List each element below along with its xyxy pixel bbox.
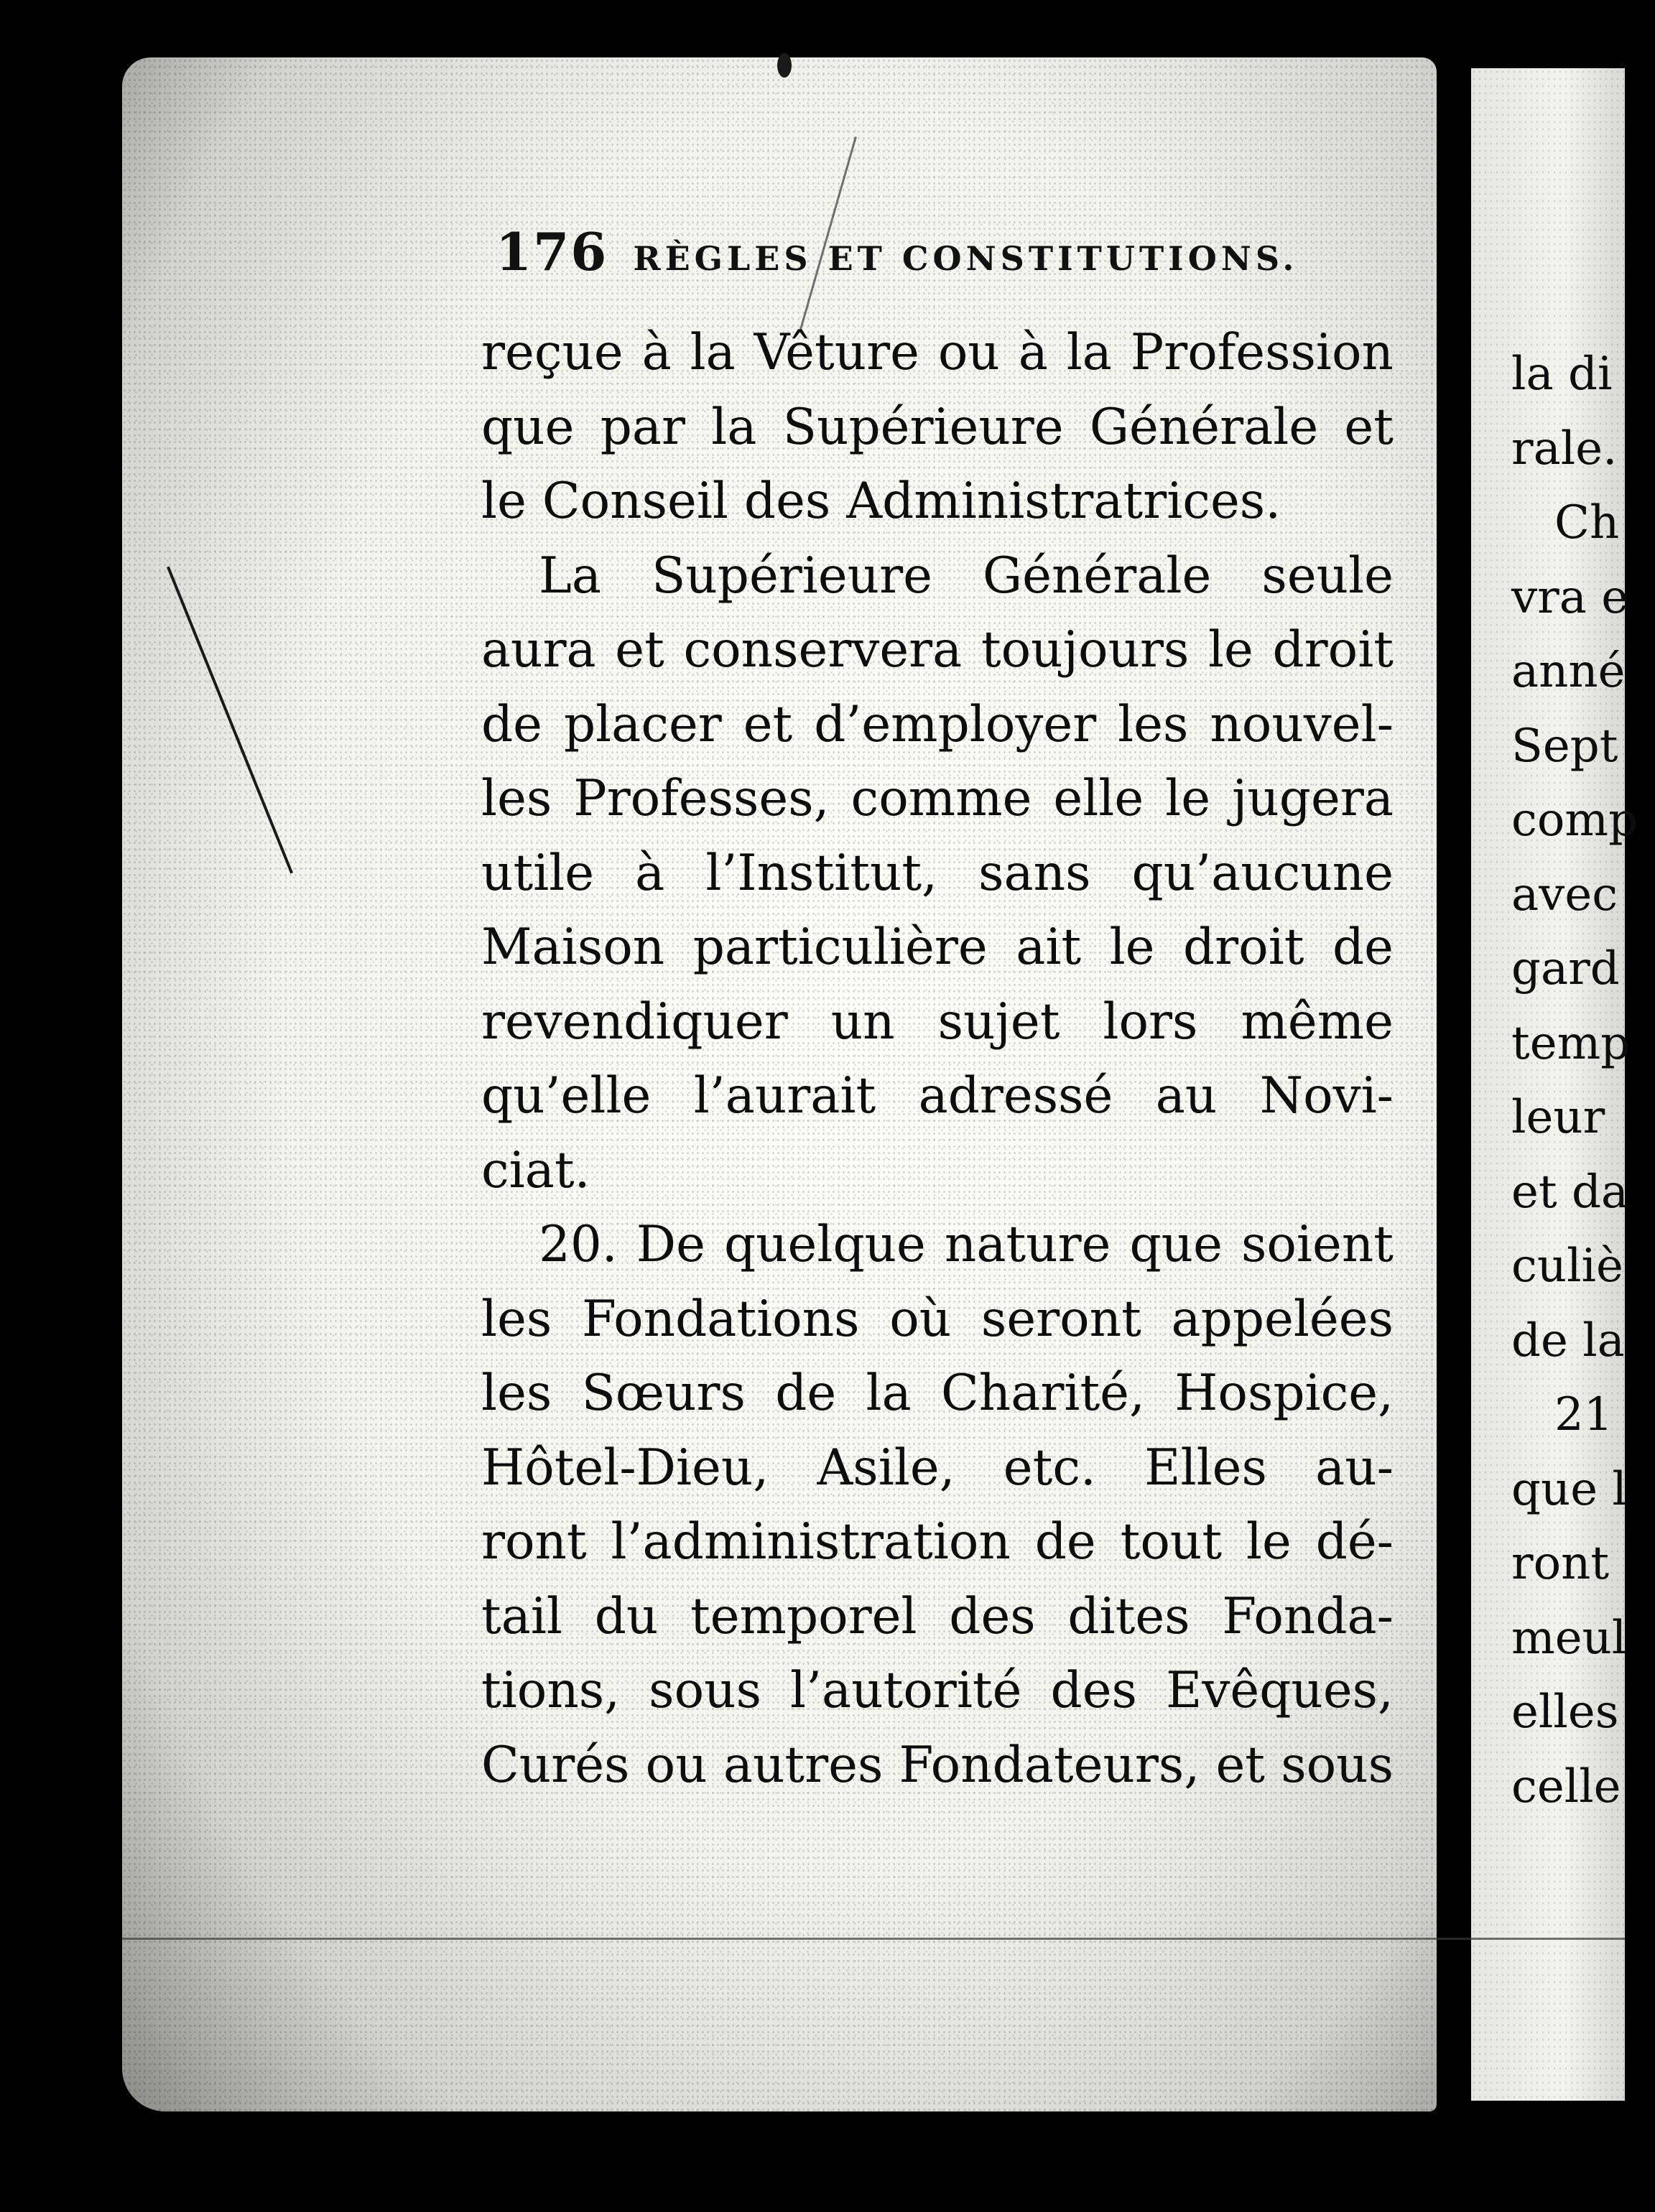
text-line: revendiquer un sujet lors même [481,993,1394,1051]
text-line: les Professes, comme elle le jugera [481,770,1394,827]
text-line-fragment: et da [1511,1165,1629,1219]
text-line: La Supérieure Générale seule [539,547,1394,605]
text-line-fragment: gard [1511,942,1620,995]
text-line: Hôtel-Dieu, Asile, etc. Elles au- [481,1439,1394,1497]
scan-horizontal-line [122,1938,1625,1940]
text-line-fragment: culiè [1511,1240,1623,1293]
text-line-fragment: la di [1511,348,1613,401]
left-page-body [481,316,1394,1803]
text-line-fragment: celle [1511,1760,1621,1813]
text-line-fragment: rale. [1511,422,1618,475]
text-line: ront l’administration de tout le dé- [481,1513,1394,1571]
scan-speck [777,53,792,78]
text-line-fragment: ront [1511,1537,1610,1590]
page-number: 176 [496,221,608,282]
text-line-fragment: vra e [1511,570,1629,624]
text-line: le Conseil des Administratrices. [481,473,1281,530]
text-line: les Sœurs de la Charité, Hospice, [481,1365,1394,1422]
text-line: de placer et d’employer les nouvel- [481,695,1394,753]
text-line-fragment: Sept [1511,719,1618,773]
text-line-fragment: que l [1511,1462,1627,1516]
text-line: reçue à la Vêture ou à la Profession [481,324,1394,381]
text-line: Curés ou autres Fondateurs, et sous [481,1736,1394,1794]
text-line-fragment: elles [1511,1686,1619,1739]
text-line-fragment: 21 [1554,1388,1613,1441]
text-line-fragment: de la [1511,1314,1625,1367]
text-line: Maison particulière ait le droit de [481,919,1394,976]
right-page-body-fragment [1511,338,1655,1824]
text-line: aura et conservera toujours le droit [481,621,1394,679]
text-line-fragment: temp [1511,1016,1631,1070]
text-line-fragment: avec [1511,868,1618,921]
book-spine [1437,0,1471,2212]
text-line: tail du temporel des dites Fonda- [481,1587,1394,1645]
text-line: ciat. [481,1141,590,1199]
text-line-fragment: comp [1511,794,1638,847]
text-line: qu’elle l’aurait adressé au Novi- [481,1067,1394,1125]
text-line: tions, sous l’autorité des Evêques, [481,1662,1394,1719]
page-header [496,221,1379,282]
running-title: RÈGLES ET CONSTITUTIONS. [633,239,1299,278]
text-line-fragment: anné [1511,645,1626,698]
text-line: 20. De quelque nature que soient [539,1216,1394,1273]
text-line: les Fondations où seront appelées [481,1290,1394,1348]
text-line: que par la Supérieure Générale et [481,398,1394,456]
text-line-fragment: leur [1511,1091,1605,1144]
text-line: utile à l’Institut, sans qu’aucune [481,844,1394,902]
text-line-fragment: meul [1511,1611,1627,1665]
text-line-fragment: Ch [1554,496,1620,549]
